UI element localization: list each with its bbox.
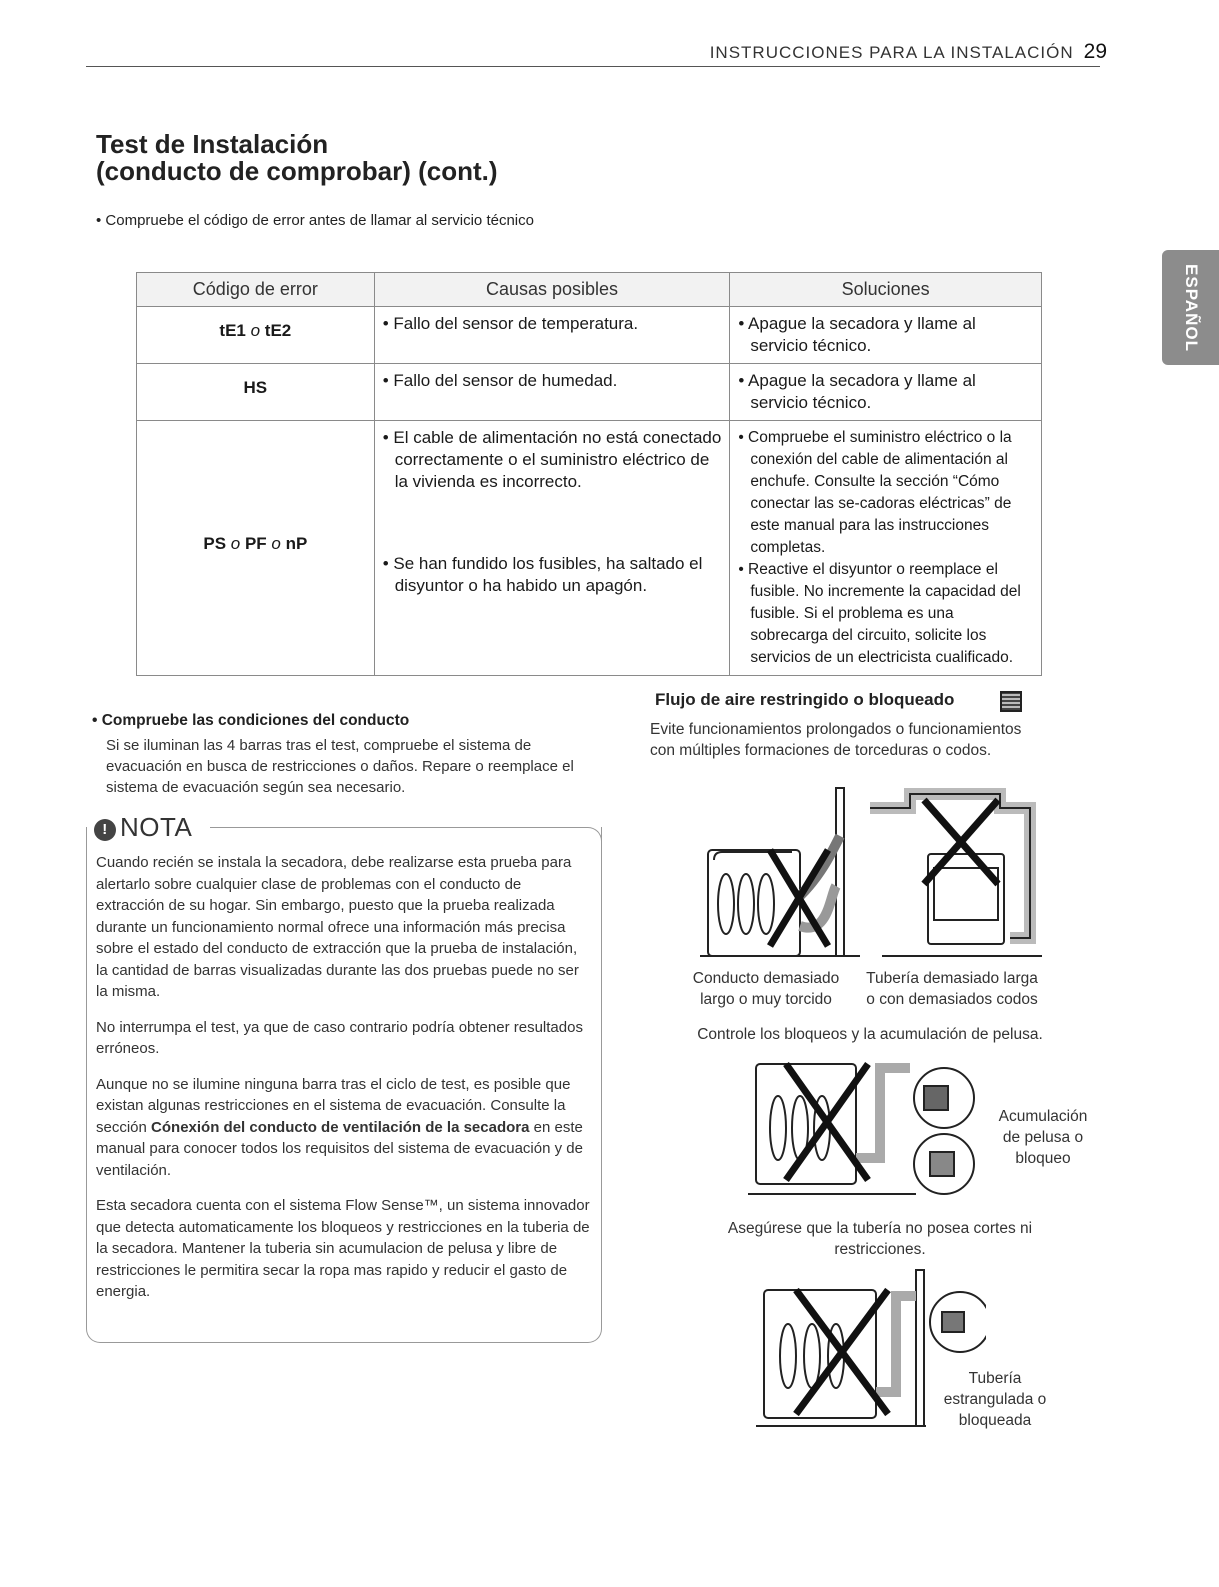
caption-line: Acumulación xyxy=(998,1108,1088,1125)
cause-cell xyxy=(374,307,730,364)
column-header-solutions: Soluciones xyxy=(730,273,1042,307)
caption-line: bloqueada xyxy=(958,1412,1032,1429)
info-icon: ! xyxy=(94,819,116,841)
code-separator: o xyxy=(226,534,245,553)
solution-text: • Compruebe el suministro eléctrico o la conexión del cable de alimentación al enchufe. Consulte la sección “Cómo conectar las se-cadoras eléctricas” de este manual para las instrucciones completas. xyxy=(738,429,1012,556)
title-line-2: (conducto de comprobar) (cont.) xyxy=(96,156,498,186)
note-label xyxy=(88,812,198,843)
caption-line: largo o muy torcido xyxy=(700,991,832,1008)
title-line-1: Test de Instalación xyxy=(96,129,329,159)
caption-line: Conducto demasiado xyxy=(692,970,840,987)
cause-cell xyxy=(374,421,730,676)
code: tE1 xyxy=(219,321,246,340)
table-row xyxy=(137,421,1042,676)
error-code-cell xyxy=(137,421,375,676)
cause-text: • El cable de alimentación no está conectado correctamente o el suministro eléctrico de la vivienda es incorrecto. xyxy=(382,428,722,491)
note-paragraph: Esta secadora cuenta con el sistema Flow Sense™, un sistema innovador que detecta automaticamente los bloqueos y restricciones en la tuberia de la secadora. Mantener la tuberia sin acumulacion de pelusa y libre de restricciones le permitira secar la ropa mas rapido y reducir el gasto de energia. xyxy=(96,1197,590,1300)
column-header-causes: Causas posibles xyxy=(374,273,730,307)
lint-buildup-illustration xyxy=(748,1046,984,1198)
caption-line: Tubería xyxy=(968,1370,1022,1387)
column-header-code: Código de error xyxy=(137,273,375,307)
caption-line: Asegúrese que la tubería no posea cortes ni xyxy=(727,1220,1033,1237)
note-paragraph: No interrumpa el test, ya que de caso contrario podría obtener resultados erróneos. xyxy=(96,1018,583,1057)
airflow-status-icon xyxy=(1000,691,1022,712)
caption-line: restricciones. xyxy=(834,1241,926,1258)
solution-text: • Reactive el disyuntor o reemplace el fusible. No incremente la capacidad del fusible. Si el problema es una sobrecarga del circuito, solicite los servicios de un electricista cualificado. xyxy=(738,561,1021,666)
cause-cell xyxy=(374,364,730,421)
caption-lint-buildup xyxy=(978,1106,1108,1169)
note-paragraph xyxy=(96,1074,590,1182)
solution-text: • Apague la secadora y llame al servicio técnico. xyxy=(738,371,976,412)
note-text-part: Aunque no se ilumine ninguna barra tras el ciclo de test, es posible que existan algunas restricciones en el sistema de evacuación. Consulte la sección xyxy=(96,1075,571,1136)
cause-text: • Fallo del sensor de temperatura. xyxy=(382,314,639,333)
caption-no-cuts xyxy=(680,1218,1080,1260)
code: tE2 xyxy=(264,321,292,340)
airflow-body: Evite funcionamientos prolongados o funcionamientos con múltiples formaciones de torceduras o codos. xyxy=(650,721,1022,759)
elbow-duct-illustration xyxy=(862,786,1042,962)
table-header-row xyxy=(137,273,1042,307)
note-label-text: NOTA xyxy=(120,812,193,842)
caption-check-blockages: Controle los bloqueos y la acumulación de pelusa. xyxy=(697,1026,1043,1043)
code: PF xyxy=(244,534,267,553)
solution-cell xyxy=(730,421,1042,676)
note-text-part: en este manual para conocer todos los requisitos del sistema de evacuación y de ventilación. xyxy=(96,1118,583,1179)
code-separator: o xyxy=(245,321,265,340)
cause-text: • Fallo del sensor de humedad. xyxy=(382,371,618,390)
code-separator: o xyxy=(266,534,286,553)
running-header xyxy=(710,40,1107,64)
note-text xyxy=(96,852,590,1317)
page-number: 29 xyxy=(1083,40,1107,63)
section-title: INSTRUCCIONES PARA LA INSTALACIÓN xyxy=(709,43,1074,62)
check-body: Si se iluminan las 4 barras tras el test, compruebe el sistema de evacuación en busca de restricciones o daños. Repare o reemplace el sistema de evacuación según sea necesario. xyxy=(106,737,574,796)
language-tab[interactable] xyxy=(1162,250,1219,365)
caption-line: Tubería demasiado larga xyxy=(866,970,1038,987)
intro-text: • Compruebe el código de error antes de llamar al servicio técnico xyxy=(96,212,534,229)
note-paragraph: Cuando recién se instala la secadora, debe realizarse esta prueba para alertarlo sobre cualquier clase de problemas con el conducto de extracción de su hogar. Sin embargo, puesto que la prueba realizada durante un funcionamiento normal ofrece una información más precisa sobre el estado del conducto de extracción que la prueba de instalación, la cantidad de barras visualizadas durante las dos pruebas puede no ser la misma. xyxy=(96,854,579,1000)
note-box-top-border xyxy=(210,827,602,841)
page-title xyxy=(96,131,498,185)
error-code-table xyxy=(136,272,1042,676)
solution-cell xyxy=(730,364,1042,421)
caption-crushed-duct xyxy=(930,1368,1060,1431)
section-reference: Cónexión del conducto de ventilación de la secadora xyxy=(151,1118,530,1136)
caption-twisted-duct xyxy=(676,968,856,1010)
error-code-cell: HS xyxy=(137,364,375,421)
twisted-duct-illustration xyxy=(700,786,860,962)
cause-text: • Se han fundido los fusibles, ha saltado el disyuntor o ha habido un apagón. xyxy=(382,554,703,595)
solution-cell xyxy=(730,307,1042,364)
caption-elbow-duct xyxy=(852,968,1052,1010)
caption-line: de pelusa o xyxy=(1002,1129,1084,1146)
check-heading: • Compruebe las condiciones del conducto xyxy=(92,712,410,729)
header-rule xyxy=(86,66,1100,67)
airflow-heading: Flujo de aire restringido o bloqueado xyxy=(655,690,955,709)
caption-line: o con demasiados codos xyxy=(866,991,1038,1008)
caption-line: estrangulada o xyxy=(943,1391,1047,1408)
error-code-cell xyxy=(137,307,375,364)
code: nP xyxy=(285,534,308,553)
caption-line: bloqueo xyxy=(1015,1150,1071,1167)
code: PS xyxy=(203,534,227,553)
table-row xyxy=(137,364,1042,421)
language-tab-label: ESPAÑOL xyxy=(1181,263,1201,352)
table-row xyxy=(137,307,1042,364)
solution-text: • Apague la secadora y llame al servicio técnico. xyxy=(738,314,976,355)
